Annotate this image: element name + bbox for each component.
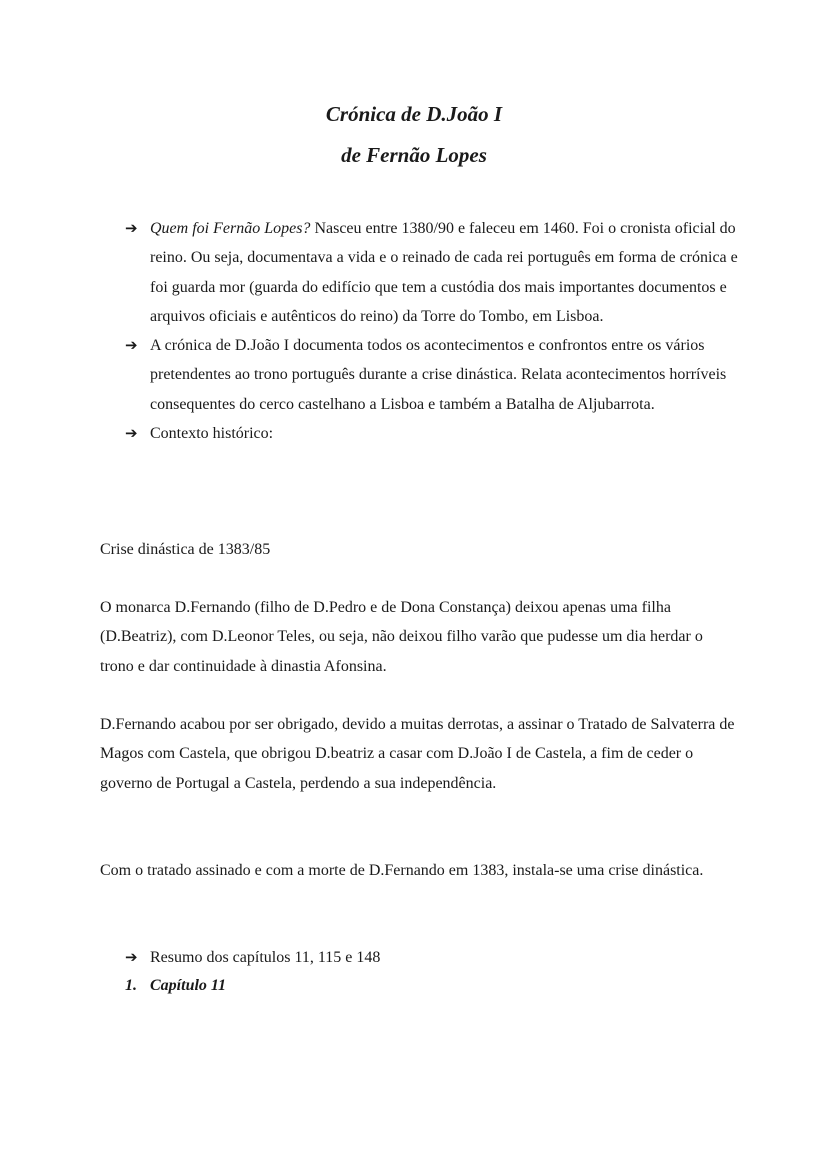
summary-bullet-list <box>125 943 745 972</box>
paragraph: D.Fernando acabou por ser obrigado, devido a muitas derrotas, a assinar o Tratado de Salvaterra de Magos com Castela, que obrigou D.beatriz a casar com D.João I de Castela, a fim de ceder o governo de Portugal a Castela, perdendo a sua independência. <box>100 716 735 792</box>
arrow-right-icon: ➔ <box>125 424 138 443</box>
section-heading: Crise dinástica de 1383/85 <box>100 541 271 558</box>
bullet-italic-lead: Quem foi Fernão Lopes? <box>150 220 311 237</box>
list-number: 1. <box>125 977 137 994</box>
list-item <box>125 331 745 419</box>
list-item <box>125 943 745 972</box>
document-subtitle: de Fernão Lopes <box>341 143 487 167</box>
bullet-text: Nasceu entre 1380/90 e faleceu em 1460. Foi o cronista oficial do reino. Ou seja, documentava a vida e o reinado de cada rei português em forma de crónica e foi guarda mor (guarda do edifício que tem a custódia dos mais importantes documentos e arquivos oficiais e autênticos do reino) da Torre do Tombo, em Lisboa. <box>150 220 738 325</box>
arrow-right-icon: ➔ <box>125 219 138 237</box>
numbered-list-item <box>125 977 226 995</box>
paragraph: Com o tratado assinado e com a morte de D.Fernando em 1383, instala-se uma crise dinástica. <box>100 862 704 879</box>
bullet-text: Resumo dos capítulos 11, 115 e 148 <box>150 949 381 966</box>
intro-bullet-list <box>125 214 745 448</box>
bullet-text: Contexto histórico: <box>150 425 274 443</box>
paragraph: O monarca D.Fernando (filho de D.Pedro e de Dona Constança) deixou apenas uma filha (D.Beatriz), com D.Leonor Teles, ou seja, não deixou filho varão que pudesse um dia herdar o trono e dar continuidade à dinastia Afonsina. <box>100 599 703 675</box>
list-item <box>125 214 745 331</box>
chapter-heading: Capítulo 11 <box>150 977 227 994</box>
bullet-text: A crónica de D.João I documenta todos os acontecimentos e confrontos entre os vários pretendentes ao trono português durante a crise dinástica. Relata acontecimentos horríveis consequentes do cerco castelhano a Lisboa e também a Batalha de Aljubarrota. <box>150 337 727 413</box>
arrow-right-icon: ➔ <box>125 336 138 355</box>
arrow-right-icon: ➔ <box>125 948 138 966</box>
list-item <box>125 419 745 448</box>
document-title: Crónica de D.João I <box>325 102 503 126</box>
